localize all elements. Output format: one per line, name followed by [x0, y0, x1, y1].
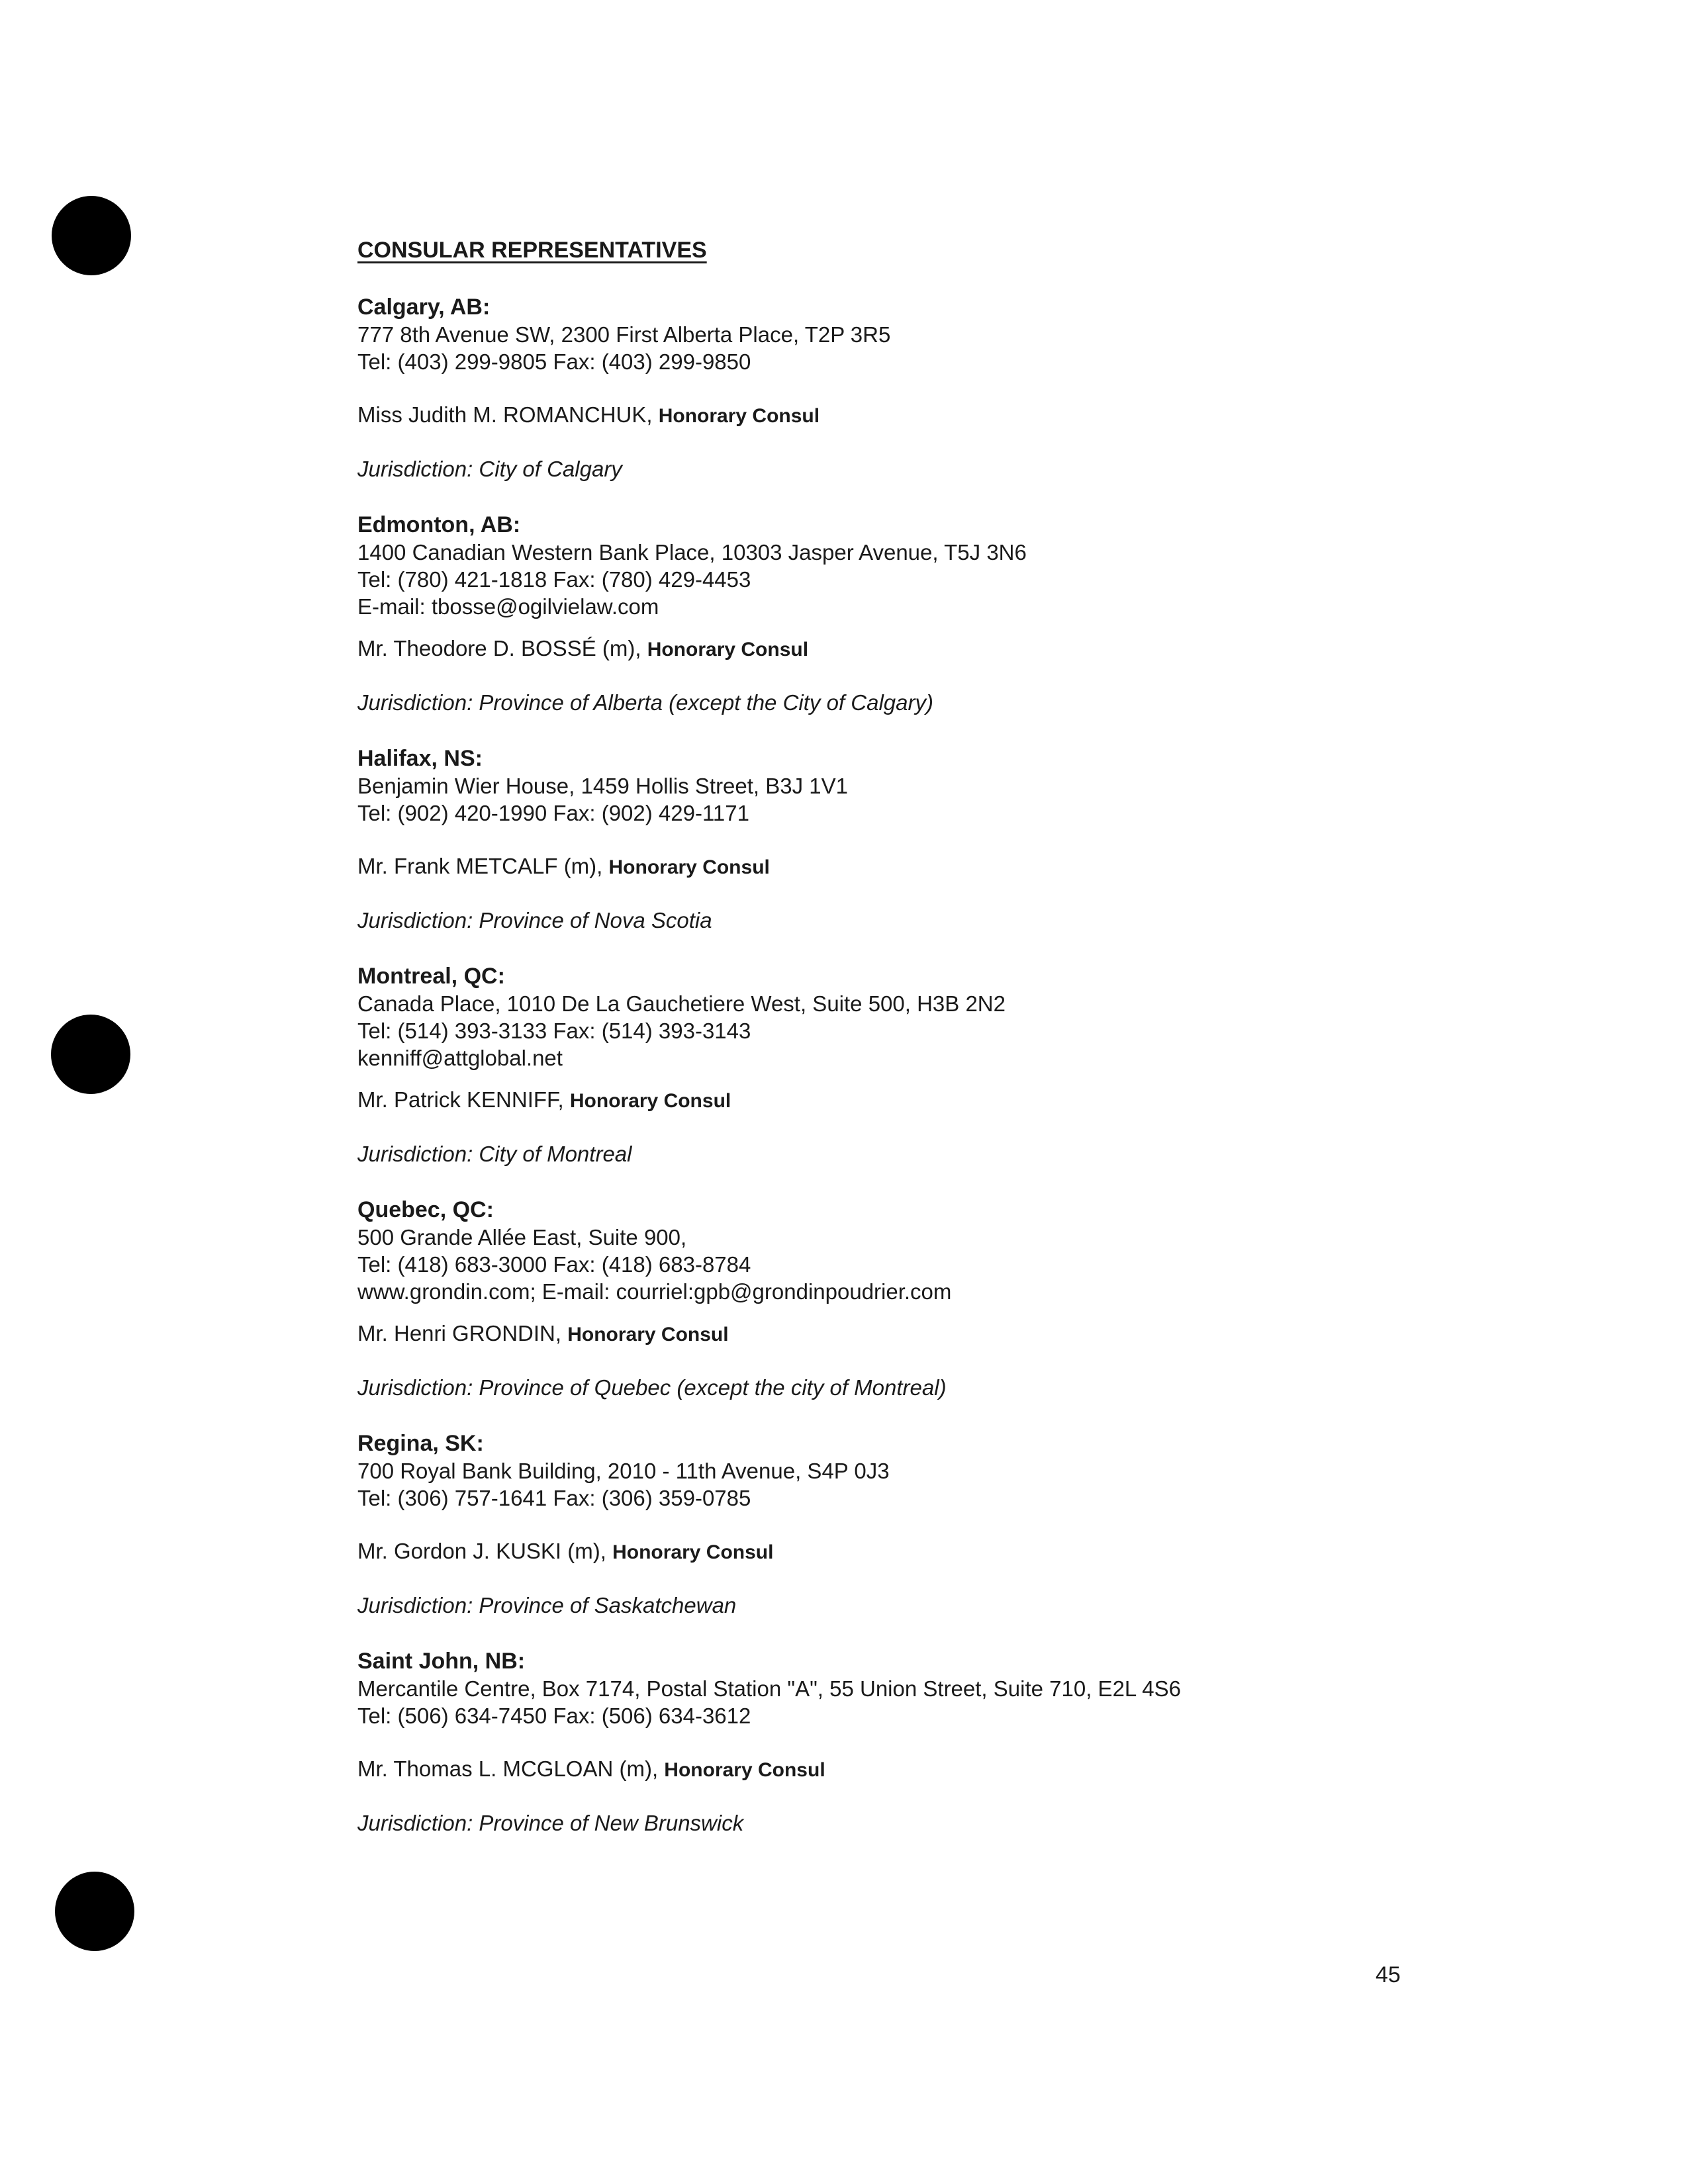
consul-role: Honorary Consul	[647, 639, 809, 660]
consul-name	[357, 1755, 1549, 1784]
consulate-entry-montreal	[357, 963, 1549, 1167]
consul-name	[357, 401, 1549, 430]
consulate-city: Edmonton, AB:	[357, 512, 521, 537]
consulate-entry-edmonton	[357, 512, 1549, 716]
consul-jurisdiction: Jurisdiction: Province of New Brunswick	[357, 1811, 744, 1835]
consulate-web-email: www.grondin.com; E-mail: courriel:gpb@grondinpoudrier.com	[357, 1279, 952, 1304]
consulate-phone: Tel: (514) 393-3133 Fax: (514) 393-3143	[357, 1019, 751, 1043]
consulate-entry-regina	[357, 1430, 1549, 1619]
consulate-address: Canada Place, 1010 De La Gauchetiere West, Suite 500, H3B 2N2	[357, 991, 1006, 1016]
consul-name	[357, 635, 1549, 663]
consulate-address: Benjamin Wier House, 1459 Hollis Street, B3J 1V1	[357, 774, 849, 798]
consul-role: Honorary Consul	[608, 856, 770, 878]
consulate-phone: Tel: (506) 634-7450 Fax: (506) 634-3612	[357, 1704, 751, 1728]
punch-hole-bottom	[55, 1872, 134, 1951]
consul-name-text: Mr. Patrick KENNIFF,	[357, 1087, 570, 1112]
consul-name-text: Mr. Gordon J. KUSKI (m),	[357, 1539, 613, 1563]
punch-hole-top	[52, 196, 131, 275]
consul-name	[357, 1086, 1549, 1115]
consul-jurisdiction: Jurisdiction: Province of Nova Scotia	[357, 908, 712, 933]
consul-name	[357, 852, 1549, 881]
consulate-city: Montreal, QC:	[357, 964, 505, 989]
consulate-address: 500 Grande Allée East, Suite 900,	[357, 1225, 687, 1250]
consul-jurisdiction: Jurisdiction: Province of Quebec (except the city of Montreal)	[357, 1375, 947, 1400]
document-body	[357, 236, 1549, 1866]
consulate-entry-halifax	[357, 745, 1549, 934]
consulate-city: Calgary, AB:	[357, 295, 491, 320]
consul-jurisdiction: Jurisdiction: Province of Alberta (except the City of Calgary)	[357, 690, 933, 715]
consulate-phone: Tel: (306) 757-1641 Fax: (306) 359-0785	[357, 1486, 751, 1510]
punch-hole-middle	[51, 1015, 130, 1094]
consul-role: Honorary Consul	[567, 1324, 729, 1345]
consulate-phone: Tel: (780) 421-1818 Fax: (780) 429-4453	[357, 567, 751, 592]
consul-role: Honorary Consul	[658, 405, 820, 427]
consul-role: Honorary Consul	[664, 1759, 825, 1781]
consul-role: Honorary Consul	[612, 1541, 774, 1563]
consul-jurisdiction: Jurisdiction: City of Montreal	[357, 1142, 632, 1166]
page-number: 45	[1376, 1962, 1401, 1987]
consulate-city: Halifax, NS:	[357, 746, 483, 771]
consul-jurisdiction: Jurisdiction: Province of Saskatchewan	[357, 1593, 737, 1617]
consulate-email: kenniff@attglobal.net	[357, 1046, 563, 1070]
consul-jurisdiction: Jurisdiction: City of Calgary	[357, 457, 622, 481]
consulate-city: Regina, SK:	[357, 1431, 484, 1456]
consulate-city: Quebec, QC:	[357, 1197, 494, 1222]
consul-role: Honorary Consul	[569, 1090, 731, 1112]
consulate-phone: Tel: (902) 420-1990 Fax: (902) 429-1171	[357, 801, 749, 825]
consulate-address: Mercantile Centre, Box 7174, Postal Station "A", 55 Union Street, Suite 710, E2L 4S6	[357, 1676, 1181, 1701]
consul-name	[357, 1537, 1549, 1566]
consulate-city: Saint John, NB:	[357, 1649, 526, 1674]
consulate-phone: Tel: (403) 299-9805 Fax: (403) 299-9850	[357, 349, 751, 374]
consulate-entry-calgary	[357, 294, 1549, 482]
page-title: CONSULAR REPRESENTATIVES	[357, 238, 707, 263]
consulate-address: 700 Royal Bank Building, 2010 - 11th Avenue, S4P 0J3	[357, 1459, 890, 1483]
consul-name-text: Mr. Frank METCALF (m),	[357, 854, 609, 878]
consulate-phone: Tel: (418) 683-3000 Fax: (418) 683-8784	[357, 1252, 751, 1277]
consul-name-text: Miss Judith M. ROMANCHUK,	[357, 402, 659, 427]
consulate-email: E-mail: tbosse@ogilvielaw.com	[357, 594, 659, 619]
consul-name-text: Mr. Thomas L. MCGLOAN (m),	[357, 1756, 665, 1781]
consulate-entry-saint-john	[357, 1648, 1549, 1837]
consulate-address: 777 8th Avenue SW, 2300 First Alberta Place, T2P 3R5	[357, 322, 891, 347]
consulate-entry-quebec	[357, 1197, 1549, 1401]
consul-name	[357, 1320, 1549, 1348]
consul-name-text: Mr. Henri GRONDIN,	[357, 1321, 568, 1345]
consul-name-text: Mr. Theodore D. BOSSÉ (m),	[357, 636, 647, 660]
consulate-address: 1400 Canadian Western Bank Place, 10303 Jasper Avenue, T5J 3N6	[357, 540, 1027, 565]
